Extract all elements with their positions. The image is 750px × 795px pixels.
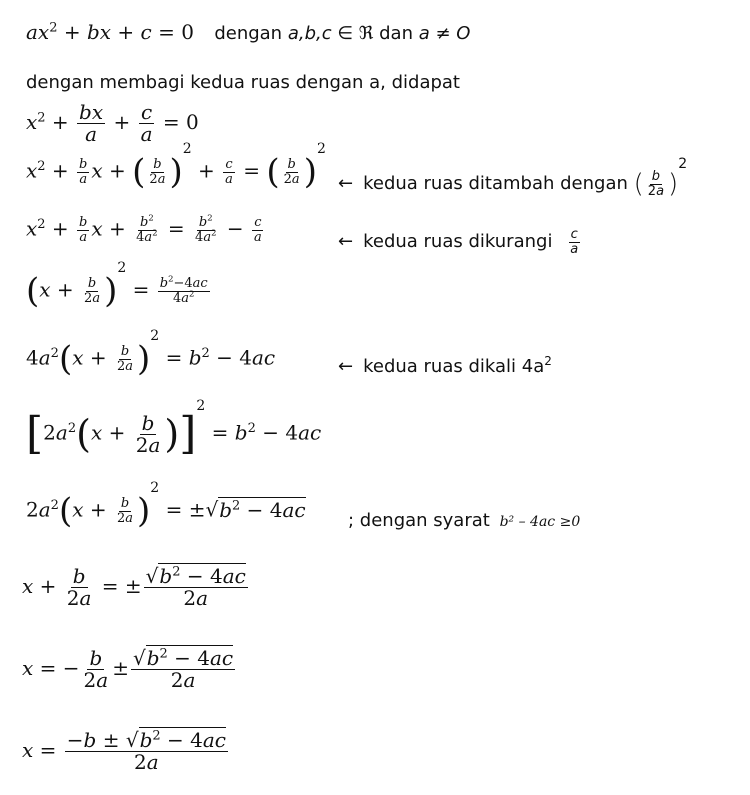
intro-text: dengan membagi kedua ruas dengan a, didapat (26, 72, 460, 93)
equation-quadratic-formula: x = $\frac{-b \pm √b^2 - 4ac}{2a}$ (22, 728, 226, 774)
note-multiplied-both-sides: ← kedua ruas dikali $4a^2$ (338, 354, 552, 377)
equation-step-8: x + $\frac{b}{2a}$ = ± $\frac{√b^2 - 4ac}{2a}$ (22, 564, 246, 610)
note-subtracted-both-sides: ← kedua ruas dikurangi $\frac{c}{a}$ (338, 227, 579, 257)
note-added-both-sides: ← kedua ruas ditambah dengan ( $\frac{b}{2a}$ )$^2$ (338, 156, 688, 200)
equation-step-2: $x^2$ + $\frac{b}{a}$ x + ( $\frac{b}{2a}$ )$^2$ + $\frac{c}{a}$ = ( $\frac{b}{2a}$ )$^2$ (26, 141, 326, 192)
equation-step-9: x = − $\frac{b}{2a}$ ± $\frac{√b^2 - 4ac}{2a}$ (22, 646, 234, 692)
note-condition: ; dengan syarat b² – 4ac ≥0 (348, 510, 581, 531)
equation-step-4: (x + $\frac{b}{2a}$ )$^2$ = $\frac{b^2-4ac}{4a^2}$ (26, 260, 208, 311)
equation-step-1: $x^2$ + $\frac{bx}{a}$ + $\frac{c}{a}$ = 0 (26, 100, 199, 146)
equation-step-6: [$2a^2(x$ + $\frac{b}{2a}$ )]$^2 = b^2 - 4ac$ (26, 398, 322, 459)
equation-step-3: $x^2$ + $\frac{b}{a}$ x + $\frac{b^2}{4a^2}$ = $\frac{b^2}{4a^2}$ − $\frac{c}{a}$ (26, 212, 262, 245)
equation-step-7: $2a^2(x$ + $\frac{b}{2a}$ )$^2 = \pm√b^2 - 4ac$ (26, 480, 306, 531)
equation-general-form: $ax^2$ + bx + c = 0 dengan a,b,c ∈ ℜ dan a ≠ O (26, 20, 471, 44)
equation-step-5: $4a^2(x$ + $\frac{b}{2a}$ )$^2 = b^2 - 4ac$ (26, 328, 276, 379)
